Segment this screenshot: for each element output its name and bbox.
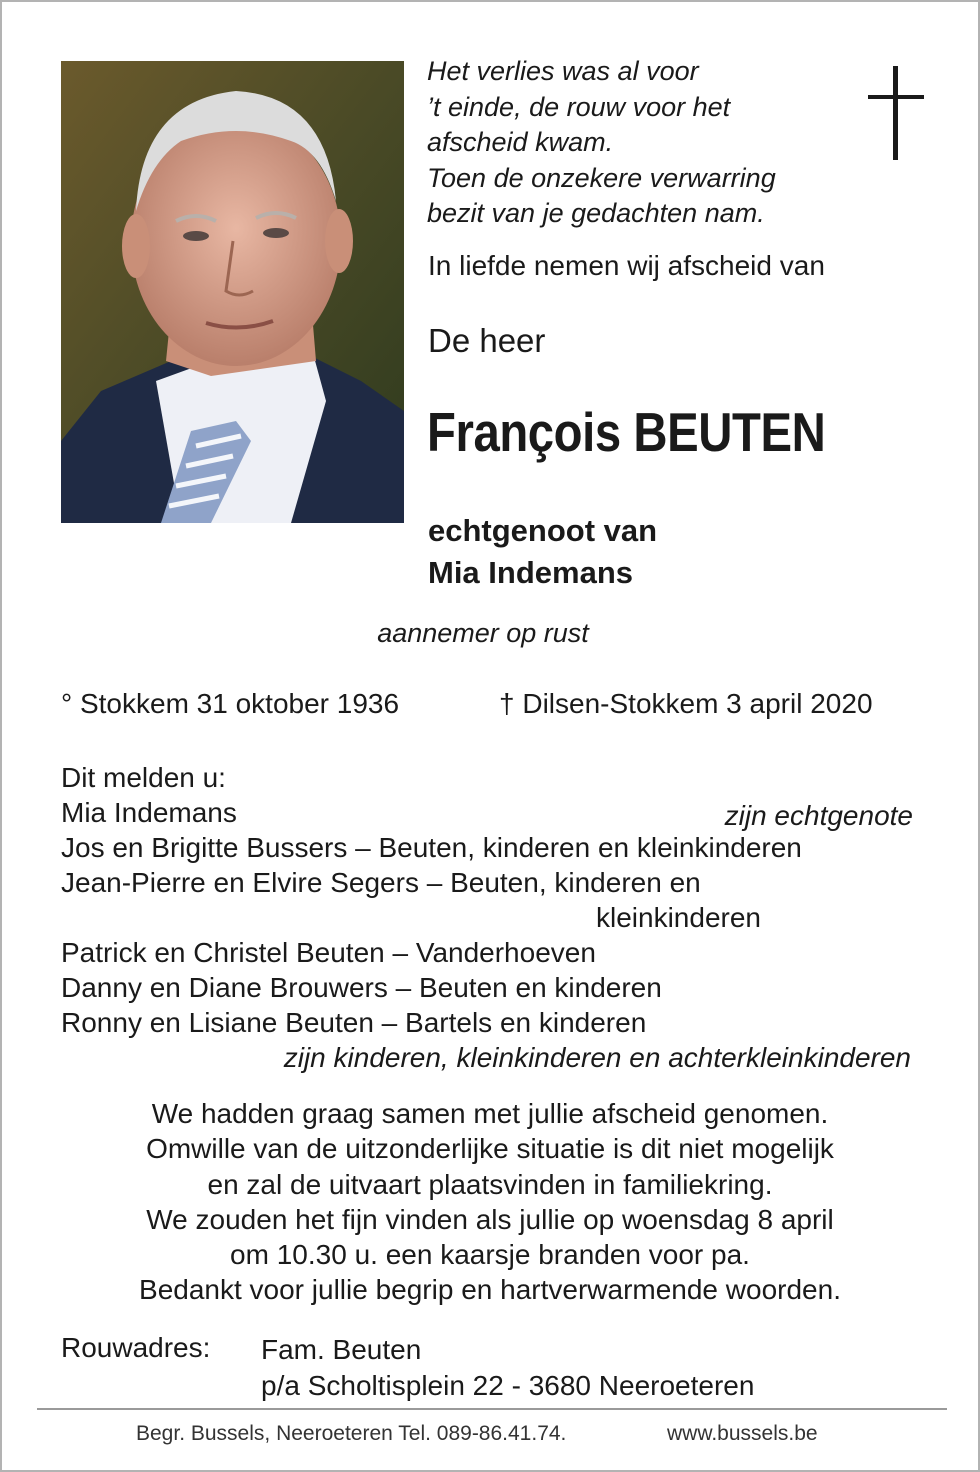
address	[261, 1332, 754, 1404]
message-line: en zal de uitvaart plaatsvinden in familiekring.	[207, 1168, 773, 1200]
announcers-list	[61, 760, 917, 1075]
intro-text: In liefde nemen wij afscheid van	[428, 250, 825, 281]
message-line: We zouden het fijn vinden als jullie op woensdag 8 april	[146, 1203, 834, 1235]
address-line: Fam. Beuten	[261, 1334, 422, 1365]
message-line: Bedankt voor jullie begrip en hartverwarmende woorden.	[139, 1274, 841, 1306]
poem-line: bezit van je gedachten nam.	[427, 198, 765, 228]
list-item: Ronny en Lisiane Beuten – Bartels en kinderen	[61, 1007, 647, 1038]
poem	[427, 54, 776, 232]
list-item: kleinkinderen	[596, 902, 761, 933]
list-item	[61, 795, 917, 830]
announcer-role: zijn echtgenote	[724, 800, 913, 831]
message-line: om 10.30 u. een kaarsje branden voor pa.	[230, 1239, 750, 1271]
portrait-photo	[61, 61, 404, 523]
message-line: Omwille van de uitzonderlijke situatie is dit niet mogelijk	[146, 1133, 834, 1165]
website-link[interactable]: www.bussels.be	[667, 1422, 818, 1445]
birth-info: ° Stokkem 31 oktober 1936	[61, 688, 400, 719]
poem-line: afscheid kwam.	[427, 127, 614, 157]
poem-line: Het verlies was al voor	[427, 56, 699, 86]
message-block	[2, 1096, 978, 1308]
announcers-closing: zijn kinderen, kleinkinderen en achterkleinkinderen	[283, 1042, 911, 1073]
list-item: Danny en Diane Brouwers – Beuten en kinderen	[61, 972, 662, 1003]
spouse-label: echtgenoot van	[428, 513, 658, 548]
divider	[37, 1408, 947, 1410]
poem-line: Toen de onzekere verwarring	[427, 162, 776, 193]
list-item: Jos en Brigitte Bussers – Beuten, kinderen en kleinkinderen	[61, 832, 802, 863]
spouse-name: Mia Indemans	[428, 555, 633, 590]
list-item: Jean-Pierre en Elvire Segers – Beuten, kinderen en	[61, 867, 701, 898]
deceased-name: François BEUTEN	[427, 401, 826, 463]
message-line: We hadden graag samen met jullie afscheid genomen.	[151, 1098, 829, 1129]
address-line: p/a Scholtisplein 22 - 3680 Neeroeteren	[261, 1370, 755, 1401]
poem-line: ’t einde, de rouw voor het	[427, 91, 731, 122]
address-label: Rouwadres:	[61, 1332, 211, 1363]
death-info: † Dilsen-Stokkem 3 april 2020	[499, 688, 873, 719]
announcers-heading: Dit melden u:	[61, 762, 226, 793]
cross-icon	[868, 66, 924, 160]
list-item: Patrick en Christel Beuten – Vanderhoeven	[61, 937, 596, 968]
honorific: De heer	[428, 322, 546, 359]
undertaker-info: Begr. Bussels, Neeroeteren Tel. 089-86.41.74.	[136, 1422, 567, 1445]
spouse-block	[428, 510, 657, 594]
announcer-name: Mia Indemans	[61, 797, 237, 828]
occupation: aannemer op rust	[377, 618, 589, 648]
